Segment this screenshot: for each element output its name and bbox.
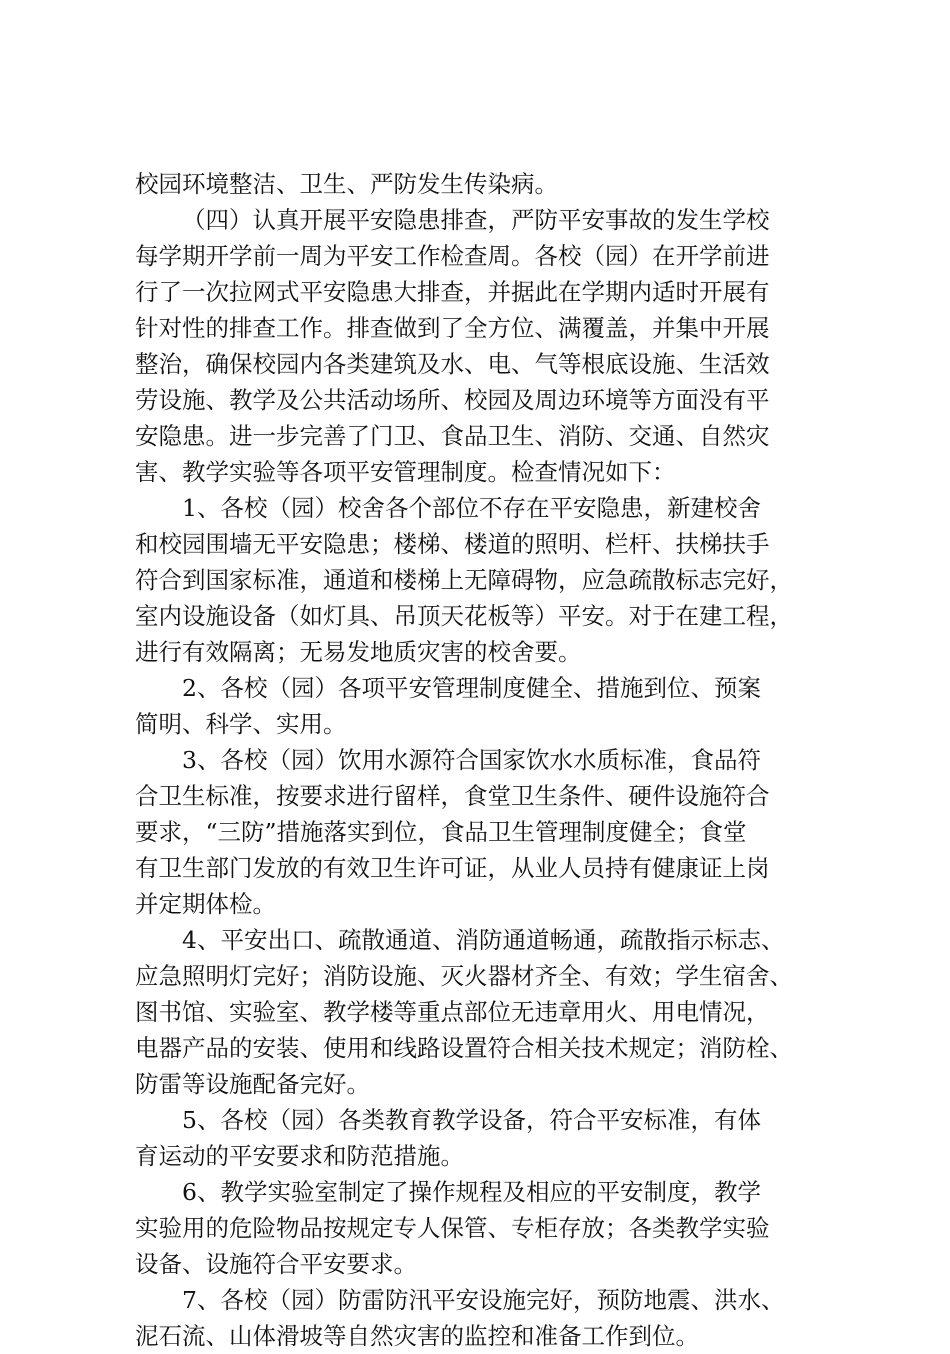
paragraph-item-5 [135,1102,835,1174]
text-line: 设备、设施符合平安要求。 [135,1250,417,1278]
paragraph-item-1 [135,490,835,670]
text-line: 5、各校（园）各类教育教学设备，符合平安标准，有体 [182,1106,761,1134]
text-line: 室内设施设备（如灯具、吊顶天花板等）平安。对于在建工程， [135,602,793,630]
text-line: （四）认真开展平安隐患排查，严防平安事故的发生学校 [182,206,770,234]
text-line: 符合到国家标准，通道和楼梯上无障碍物，应急疏散标志完好， [135,566,793,594]
text-line: 每学期开学前一周为平安工作检查周。各校（园）在开学前进 [135,242,770,270]
text-line: 进行有效隔离；无易发地质灾害的校舍要。 [135,638,582,666]
text-line: 应急照明灯完好；消防设施、灭火器材齐全、有效；学生宿舍、 [135,962,793,990]
text-line: 劳设施、教学及公共活动场所、校园及周边环境等方面没有平 [135,386,770,414]
text-line: 实验用的危险物品按规定专人保管、专柜存放；各类教学实验 [135,1214,770,1242]
text-line: 4、平安出口、疏散通道、消防通道畅通，疏散指示标志、 [182,926,785,954]
text-line: 合卫生标准，按要求进行留样，食堂卫生条件、硬件设施符合 [135,782,770,810]
text-line: 1、各校（园）校舍各个部位不存在平安隐患，新建校舍 [182,494,761,522]
text-line: 3、各校（园）饮用水源符合国家饮水水质标准，食品符 [182,746,761,774]
text-line: 2、各校（园）各项平安管理制度健全、措施到位、预案 [182,674,761,702]
paragraph-intro-tail [135,166,835,202]
text-line: 7、各校（园）防雷防汛平安设施完好，预防地震、洪水、 [182,1286,785,1314]
text-line: 校园环境整洁、卫生、严防发生传染病。 [135,170,558,198]
text-line: 育运动的平安要求和防范措施。 [135,1142,464,1170]
document-body [135,166,835,1354]
paragraph-section-4 [135,202,835,490]
text-line: 整治，确保校园内各类建筑及水、电、气等根底设施、生活效 [135,350,770,378]
text-line: 害、教学实验等各项平安管理制度。检查情况如下： [135,458,676,486]
text-line: 针对性的排查工作。排查做到了全方位、满覆盖，并集中开展 [135,314,770,342]
paragraph-item-3 [135,742,835,922]
text-line: 要求，“三防”措施落实到位，食品卫生管理制度健全；食堂 [135,818,747,846]
text-line: 防雷等设施配备完好。 [135,1070,370,1098]
text-line: 泥石流、山体滑坡等自然灾害的监控和准备工作到位。 [135,1322,699,1350]
text-line: 电器产品的安装、使用和线路设置符合相关技术规定；消防栓、 [135,1034,793,1062]
text-line: 安隐患。进一步完善了门卫、食品卫生、消防、交通、自然灾 [135,422,770,450]
text-line: 6、教学实验室制定了操作规程及相应的平安制度，教学 [182,1178,761,1206]
paragraph-item-6 [135,1174,835,1282]
text-line: 简明、科学、实用。 [135,710,347,738]
paragraph-item-2 [135,670,835,742]
paragraph-item-7 [135,1282,835,1354]
paragraph-item-4 [135,922,835,1102]
text-line: 有卫生部门发放的有效卫生许可证，从业人员持有健康证上岗 [135,854,770,882]
text-line: 和校园围墙无平安隐患；楼梯、楼道的照明、栏杆、扶梯扶手 [135,530,770,558]
text-line: 图书馆、实验室、教学楼等重点部位无违章用火、用电情况， [135,998,770,1026]
text-line: 行了一次拉网式平安隐患大排查，并据此在学期内适时开展有 [135,278,770,306]
text-line: 并定期体检。 [135,890,276,918]
